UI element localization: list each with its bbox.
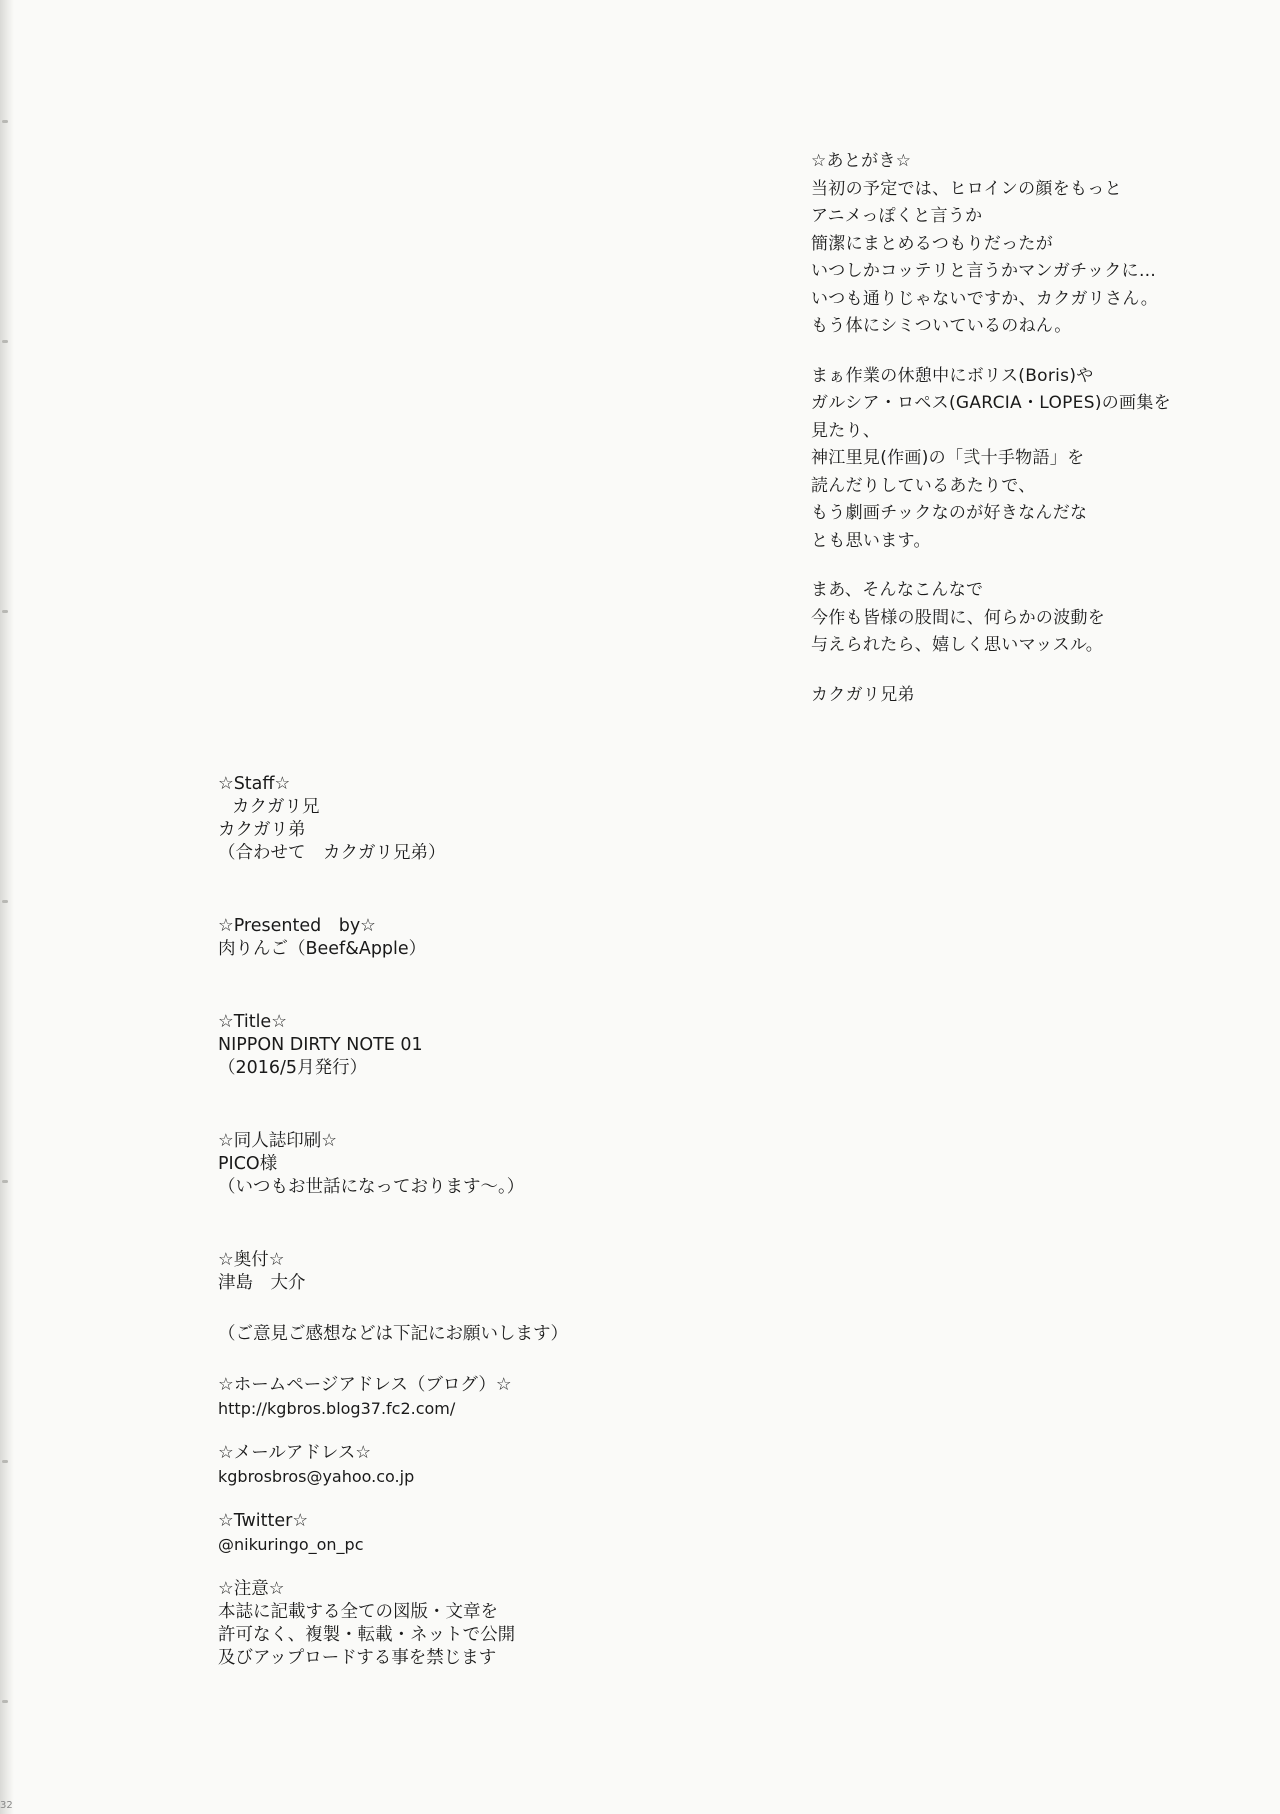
afterword-signature: カクガリ兄弟 [811,684,915,705]
page-binding-edge [0,0,14,1814]
afterword-line: ガルシア・ロペス(GARCIA・LOPES)の画集を [811,393,1171,413]
staff-block [218,773,778,865]
notice-block [218,1578,778,1670]
colophon-line: 津島 大介 [218,1273,306,1293]
twitter-handle: @nikuringo_on_pc [218,1535,364,1554]
afterword-line: もう劇画チックなのが好きなんだな [811,503,1088,523]
edge-speck [2,900,8,903]
afterword-line: 神江里見(作画)の「弐十手物語」を [811,448,1085,468]
printing-block [218,1130,778,1199]
afterword-paragraph [811,363,1251,556]
notice-line: 本誌に記載する全ての図版・文章を [218,1602,498,1622]
twitter-block [218,1510,778,1556]
notice-heading: ☆注意☆ [218,1579,285,1599]
afterword-line: 今作も皆様の股間に、何らかの波動を [811,607,1106,628]
feedback-note: （ご意見ご感想などは下記にお願いします） [218,1324,568,1344]
email-address: kgbrosbros@yahoo.co.jp [218,1467,415,1486]
printing-heading: ☆同人誌印刷☆ [218,1131,337,1151]
edge-speck [2,1460,8,1463]
edge-speck [2,120,8,123]
afterword-line: まぁ作業の休憩中にボリス(Boris)や [811,365,1094,386]
title-line: NIPPON DIRTY NOTE 01 [218,1035,423,1055]
twitter-heading: ☆Twitter☆ [218,1511,309,1531]
staff-line: カクガリ兄 [232,797,320,817]
page-number: 32 [0,1800,13,1811]
afterword-line: まあ、そんなこんなで [811,580,984,600]
afterword-paragraph [811,577,1251,660]
title-line: （2016/5月発行） [218,1058,368,1078]
presented-line: 肉りんご（Beef&Apple） [218,939,427,959]
edge-speck [2,340,8,343]
presented-heading: ☆Presented by☆ [218,916,376,936]
staff-line: カクガリ弟 [218,820,306,840]
afterword-line: いつしかコッテリと言うかマンガチックに… [811,261,1157,281]
afterword-line: とも思います。 [811,530,931,551]
title-block [218,1011,778,1080]
email-block [218,1442,778,1488]
homepage-url: http://kgbros.blog37.fc2.com/ [218,1399,456,1418]
email-heading: ☆メールアドレス☆ [218,1443,372,1463]
homepage-block [218,1374,778,1420]
title-heading: ☆Title☆ [218,1012,287,1032]
printing-line: PICO様 [218,1154,278,1174]
credits-section [218,773,778,1720]
afterword-line: 簡潔にまとめるつもりだったが [811,233,1054,254]
afterword-line: いつも通りじゃないですか、カクガリさん。 [811,288,1159,309]
edge-speck [2,1700,8,1703]
colophon-heading: ☆奥付☆ [218,1250,285,1270]
afterword-line: もう体にシミついているのねん。 [811,316,1072,336]
staff-line: （合わせて カクガリ兄弟） [218,843,446,863]
edge-speck [2,1180,8,1183]
staff-heading: ☆Staff☆ [218,774,291,794]
afterword-line: アニメっぽくと言うか [811,206,983,226]
afterword-line: 与えられたら、嬉しく思いマッスル。 [811,635,1104,655]
colophon-block [218,1249,778,1295]
homepage-heading: ☆ホームページアドレス（ブログ）☆ [218,1375,512,1395]
afterword-section [811,148,1251,709]
feedback-block [218,1323,778,1346]
notice-line: 許可なく、複製・転載・ネットで公開 [218,1625,516,1645]
afterword-line: 見たり、 [811,420,881,441]
afterword-line: 当初の予定では、ヒロインの顔をもっと [811,178,1122,199]
notice-line: 及びアップロードする事を禁じます [218,1648,497,1668]
edge-speck [2,610,8,613]
afterword-heading: ☆あとがき☆ [811,151,912,171]
afterword-line: 読んだりしているあたりで、 [811,475,1036,496]
presented-block [218,915,778,961]
printing-line: （いつもお世話になっております〜。） [218,1177,525,1197]
afterword-paragraph [811,176,1251,341]
